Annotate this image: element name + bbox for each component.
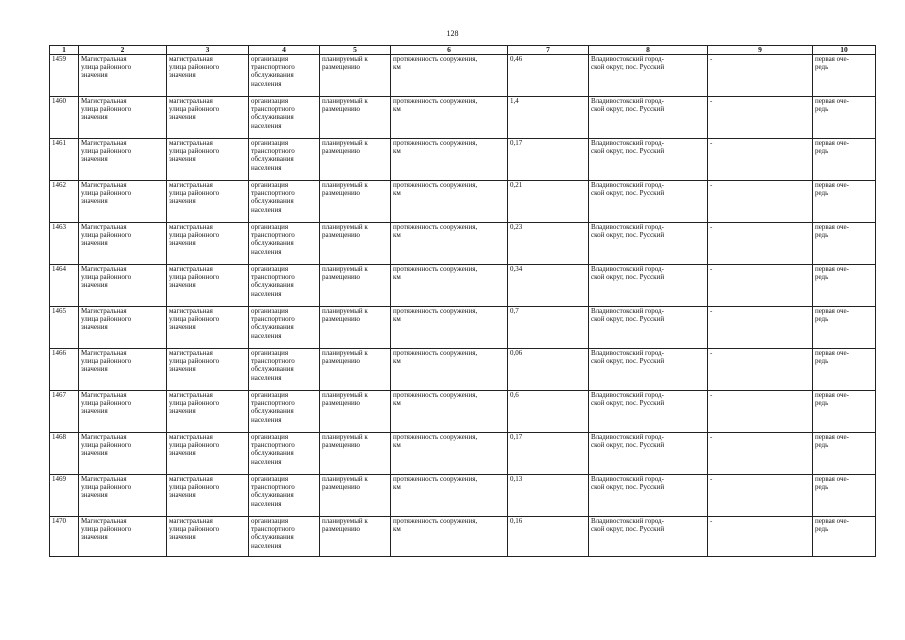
purpose-cell: организация транспортного обслуживания населения xyxy=(249,97,320,139)
value-cell: 0,6 xyxy=(508,391,589,433)
object-kind-cell: магистральная улица районного значения xyxy=(167,55,249,97)
zone-cell: - xyxy=(708,55,813,97)
location-cell: Владивостокский город- ской округ, пос. Русский xyxy=(589,223,708,265)
parameter-cell: протяженность сооружения, км xyxy=(391,55,508,97)
table-row xyxy=(50,391,876,433)
zone-cell: - xyxy=(708,475,813,517)
value-cell: 0,7 xyxy=(508,307,589,349)
value-cell: 0,23 xyxy=(508,223,589,265)
status-cell: планируемый к размещению xyxy=(320,223,391,265)
status-cell: планируемый к размещению xyxy=(320,55,391,97)
object-kind-cell: магистральная улица районного значения xyxy=(167,97,249,139)
zone-cell: - xyxy=(708,433,813,475)
zone-cell: - xyxy=(708,265,813,307)
priority-cell: первая оче- редь xyxy=(813,223,876,265)
status-cell: планируемый к размещению xyxy=(320,97,391,139)
location-cell: Владивостокский город- ской округ, пос. Русский xyxy=(589,181,708,223)
status-cell: планируемый к размещению xyxy=(320,433,391,475)
object-kind-cell: магистральная улица районного значения xyxy=(167,307,249,349)
value-cell: 0,17 xyxy=(508,433,589,475)
table-row xyxy=(50,139,876,181)
location-cell: Владивостокский город- ской округ, пос. Русский xyxy=(589,97,708,139)
column-header: 4 xyxy=(249,46,320,55)
column-header: 2 xyxy=(79,46,167,55)
column-header: 10 xyxy=(813,46,876,55)
location-cell: Владивостокский город- ской округ, пос. Русский xyxy=(589,265,708,307)
object-name-cell: Магистральная улица районного значения xyxy=(79,265,167,307)
registry-table xyxy=(49,45,876,557)
object-name-cell: Магистральная улица районного значения xyxy=(79,307,167,349)
parameter-cell: протяженность сооружения, км xyxy=(391,517,508,557)
parameter-cell: протяженность сооружения, км xyxy=(391,265,508,307)
zone-cell: - xyxy=(708,349,813,391)
status-cell: планируемый к размещению xyxy=(320,349,391,391)
parameter-cell: протяженность сооружения, км xyxy=(391,433,508,475)
parameter-cell: протяженность сооружения, км xyxy=(391,223,508,265)
priority-cell: первая оче- редь xyxy=(813,517,876,557)
location-cell: Владивостокский город- ской округ, пос. Русский xyxy=(589,307,708,349)
object-name-cell: Магистральная улица районного значения xyxy=(79,349,167,391)
status-cell: планируемый к размещению xyxy=(320,139,391,181)
priority-cell: первая оче- редь xyxy=(813,265,876,307)
zone-cell: - xyxy=(708,307,813,349)
priority-cell: первая оче- редь xyxy=(813,139,876,181)
purpose-cell: организация транспортного обслуживания населения xyxy=(249,349,320,391)
row-number-cell: 1460 xyxy=(50,97,79,139)
location-cell: Владивостокский город- ской округ, пос. Русский xyxy=(589,475,708,517)
priority-cell: первая оче- редь xyxy=(813,97,876,139)
zone-cell: - xyxy=(708,391,813,433)
purpose-cell: организация транспортного обслуживания населения xyxy=(249,265,320,307)
column-header: 5 xyxy=(320,46,391,55)
parameter-cell: протяженность сооружения, км xyxy=(391,139,508,181)
table-row xyxy=(50,349,876,391)
status-cell: планируемый к размещению xyxy=(320,307,391,349)
status-cell: планируемый к размещению xyxy=(320,391,391,433)
status-cell: планируемый к размещению xyxy=(320,265,391,307)
object-name-cell: Магистральная улица районного значения xyxy=(79,433,167,475)
location-cell: Владивостокский город- ской округ, пос. Русский xyxy=(589,391,708,433)
table-body xyxy=(50,55,876,557)
table-row xyxy=(50,55,876,97)
value-cell: 1,4 xyxy=(508,97,589,139)
column-header: 9 xyxy=(708,46,813,55)
row-number-cell: 1465 xyxy=(50,307,79,349)
table-row xyxy=(50,97,876,139)
parameter-cell: протяженность сооружения, км xyxy=(391,391,508,433)
value-cell: 0,17 xyxy=(508,139,589,181)
priority-cell: первая оче- редь xyxy=(813,475,876,517)
object-kind-cell: магистральная улица районного значения xyxy=(167,349,249,391)
object-name-cell: Магистральная улица районного значения xyxy=(79,223,167,265)
status-cell: планируемый к размещению xyxy=(320,517,391,557)
header-row xyxy=(50,46,876,55)
location-cell: Владивостокский город- ской округ, пос. Русский xyxy=(589,517,708,557)
object-name-cell: Магистральная улица районного значения xyxy=(79,181,167,223)
zone-cell: - xyxy=(708,181,813,223)
purpose-cell: организация транспортного обслуживания населения xyxy=(249,517,320,557)
object-name-cell: Магистральная улица районного значения xyxy=(79,139,167,181)
purpose-cell: организация транспортного обслуживания населения xyxy=(249,139,320,181)
row-number-cell: 1466 xyxy=(50,349,79,391)
value-cell: 0,46 xyxy=(508,55,589,97)
location-cell: Владивостокский город- ской округ, пос. Русский xyxy=(589,55,708,97)
parameter-cell: протяженность сооружения, км xyxy=(391,181,508,223)
object-kind-cell: магистральная улица районного значения xyxy=(167,391,249,433)
purpose-cell: организация транспортного обслуживания населения xyxy=(249,391,320,433)
table-row xyxy=(50,181,876,223)
object-name-cell: Магистральная улица районного значения xyxy=(79,97,167,139)
parameter-cell: протяженность сооружения, км xyxy=(391,349,508,391)
location-cell: Владивостокский город- ской округ, пос. Русский xyxy=(589,433,708,475)
parameter-cell: протяженность сооружения, км xyxy=(391,307,508,349)
zone-cell: - xyxy=(708,517,813,557)
object-kind-cell: магистральная улица районного значения xyxy=(167,517,249,557)
object-kind-cell: магистральная улица районного значения xyxy=(167,181,249,223)
page-number: 128 xyxy=(446,29,459,38)
priority-cell: первая оче- редь xyxy=(813,55,876,97)
object-name-cell: Магистральная улица районного значения xyxy=(79,391,167,433)
column-header: 6 xyxy=(391,46,508,55)
priority-cell: первая оче- редь xyxy=(813,307,876,349)
location-cell: Владивостокский город- ской округ, пос. Русский xyxy=(589,139,708,181)
location-cell: Владивостокский город- ской округ, пос. Русский xyxy=(589,349,708,391)
priority-cell: первая оче- редь xyxy=(813,181,876,223)
row-number-cell: 1470 xyxy=(50,517,79,557)
object-kind-cell: магистральная улица районного значения xyxy=(167,139,249,181)
value-cell: 0,16 xyxy=(508,517,589,557)
purpose-cell: организация транспортного обслуживания населения xyxy=(249,55,320,97)
table-row xyxy=(50,307,876,349)
object-name-cell: Магистральная улица районного значения xyxy=(79,517,167,557)
object-kind-cell: магистральная улица районного значения xyxy=(167,265,249,307)
status-cell: планируемый к размещению xyxy=(320,181,391,223)
table-row xyxy=(50,517,876,557)
column-header: 8 xyxy=(589,46,708,55)
purpose-cell: организация транспортного обслуживания населения xyxy=(249,475,320,517)
column-header: 1 xyxy=(50,46,79,55)
zone-cell: - xyxy=(708,97,813,139)
table-row xyxy=(50,433,876,475)
zone-cell: - xyxy=(708,223,813,265)
object-kind-cell: магистральная улица районного значения xyxy=(167,475,249,517)
parameter-cell: протяженность сооружения, км xyxy=(391,475,508,517)
row-number-cell: 1464 xyxy=(50,265,79,307)
priority-cell: первая оче- редь xyxy=(813,349,876,391)
row-number-cell: 1468 xyxy=(50,433,79,475)
row-number-cell: 1459 xyxy=(50,55,79,97)
table-row xyxy=(50,475,876,517)
row-number-cell: 1462 xyxy=(50,181,79,223)
row-number-cell: 1467 xyxy=(50,391,79,433)
purpose-cell: организация транспортного обслуживания населения xyxy=(249,433,320,475)
parameter-cell: протяженность сооружения, км xyxy=(391,97,508,139)
object-kind-cell: магистральная улица районного значения xyxy=(167,433,249,475)
purpose-cell: организация транспортного обслуживания населения xyxy=(249,181,320,223)
table-row xyxy=(50,223,876,265)
status-cell: планируемый к размещению xyxy=(320,475,391,517)
zone-cell: - xyxy=(708,139,813,181)
object-kind-cell: магистральная улица районного значения xyxy=(167,223,249,265)
object-name-cell: Магистральная улица районного значения xyxy=(79,55,167,97)
row-number-cell: 1461 xyxy=(50,139,79,181)
row-number-cell: 1469 xyxy=(50,475,79,517)
column-header: 3 xyxy=(167,46,249,55)
purpose-cell: организация транспортного обслуживания населения xyxy=(249,307,320,349)
priority-cell: первая оче- редь xyxy=(813,433,876,475)
row-number-cell: 1463 xyxy=(50,223,79,265)
purpose-cell: организация транспортного обслуживания населения xyxy=(249,223,320,265)
value-cell: 0,21 xyxy=(508,181,589,223)
object-name-cell: Магистральная улица районного значения xyxy=(79,475,167,517)
value-cell: 0,34 xyxy=(508,265,589,307)
value-cell: 0,13 xyxy=(508,475,589,517)
value-cell: 0,06 xyxy=(508,349,589,391)
column-header: 7 xyxy=(508,46,589,55)
priority-cell: первая оче- редь xyxy=(813,391,876,433)
table-row xyxy=(50,265,876,307)
